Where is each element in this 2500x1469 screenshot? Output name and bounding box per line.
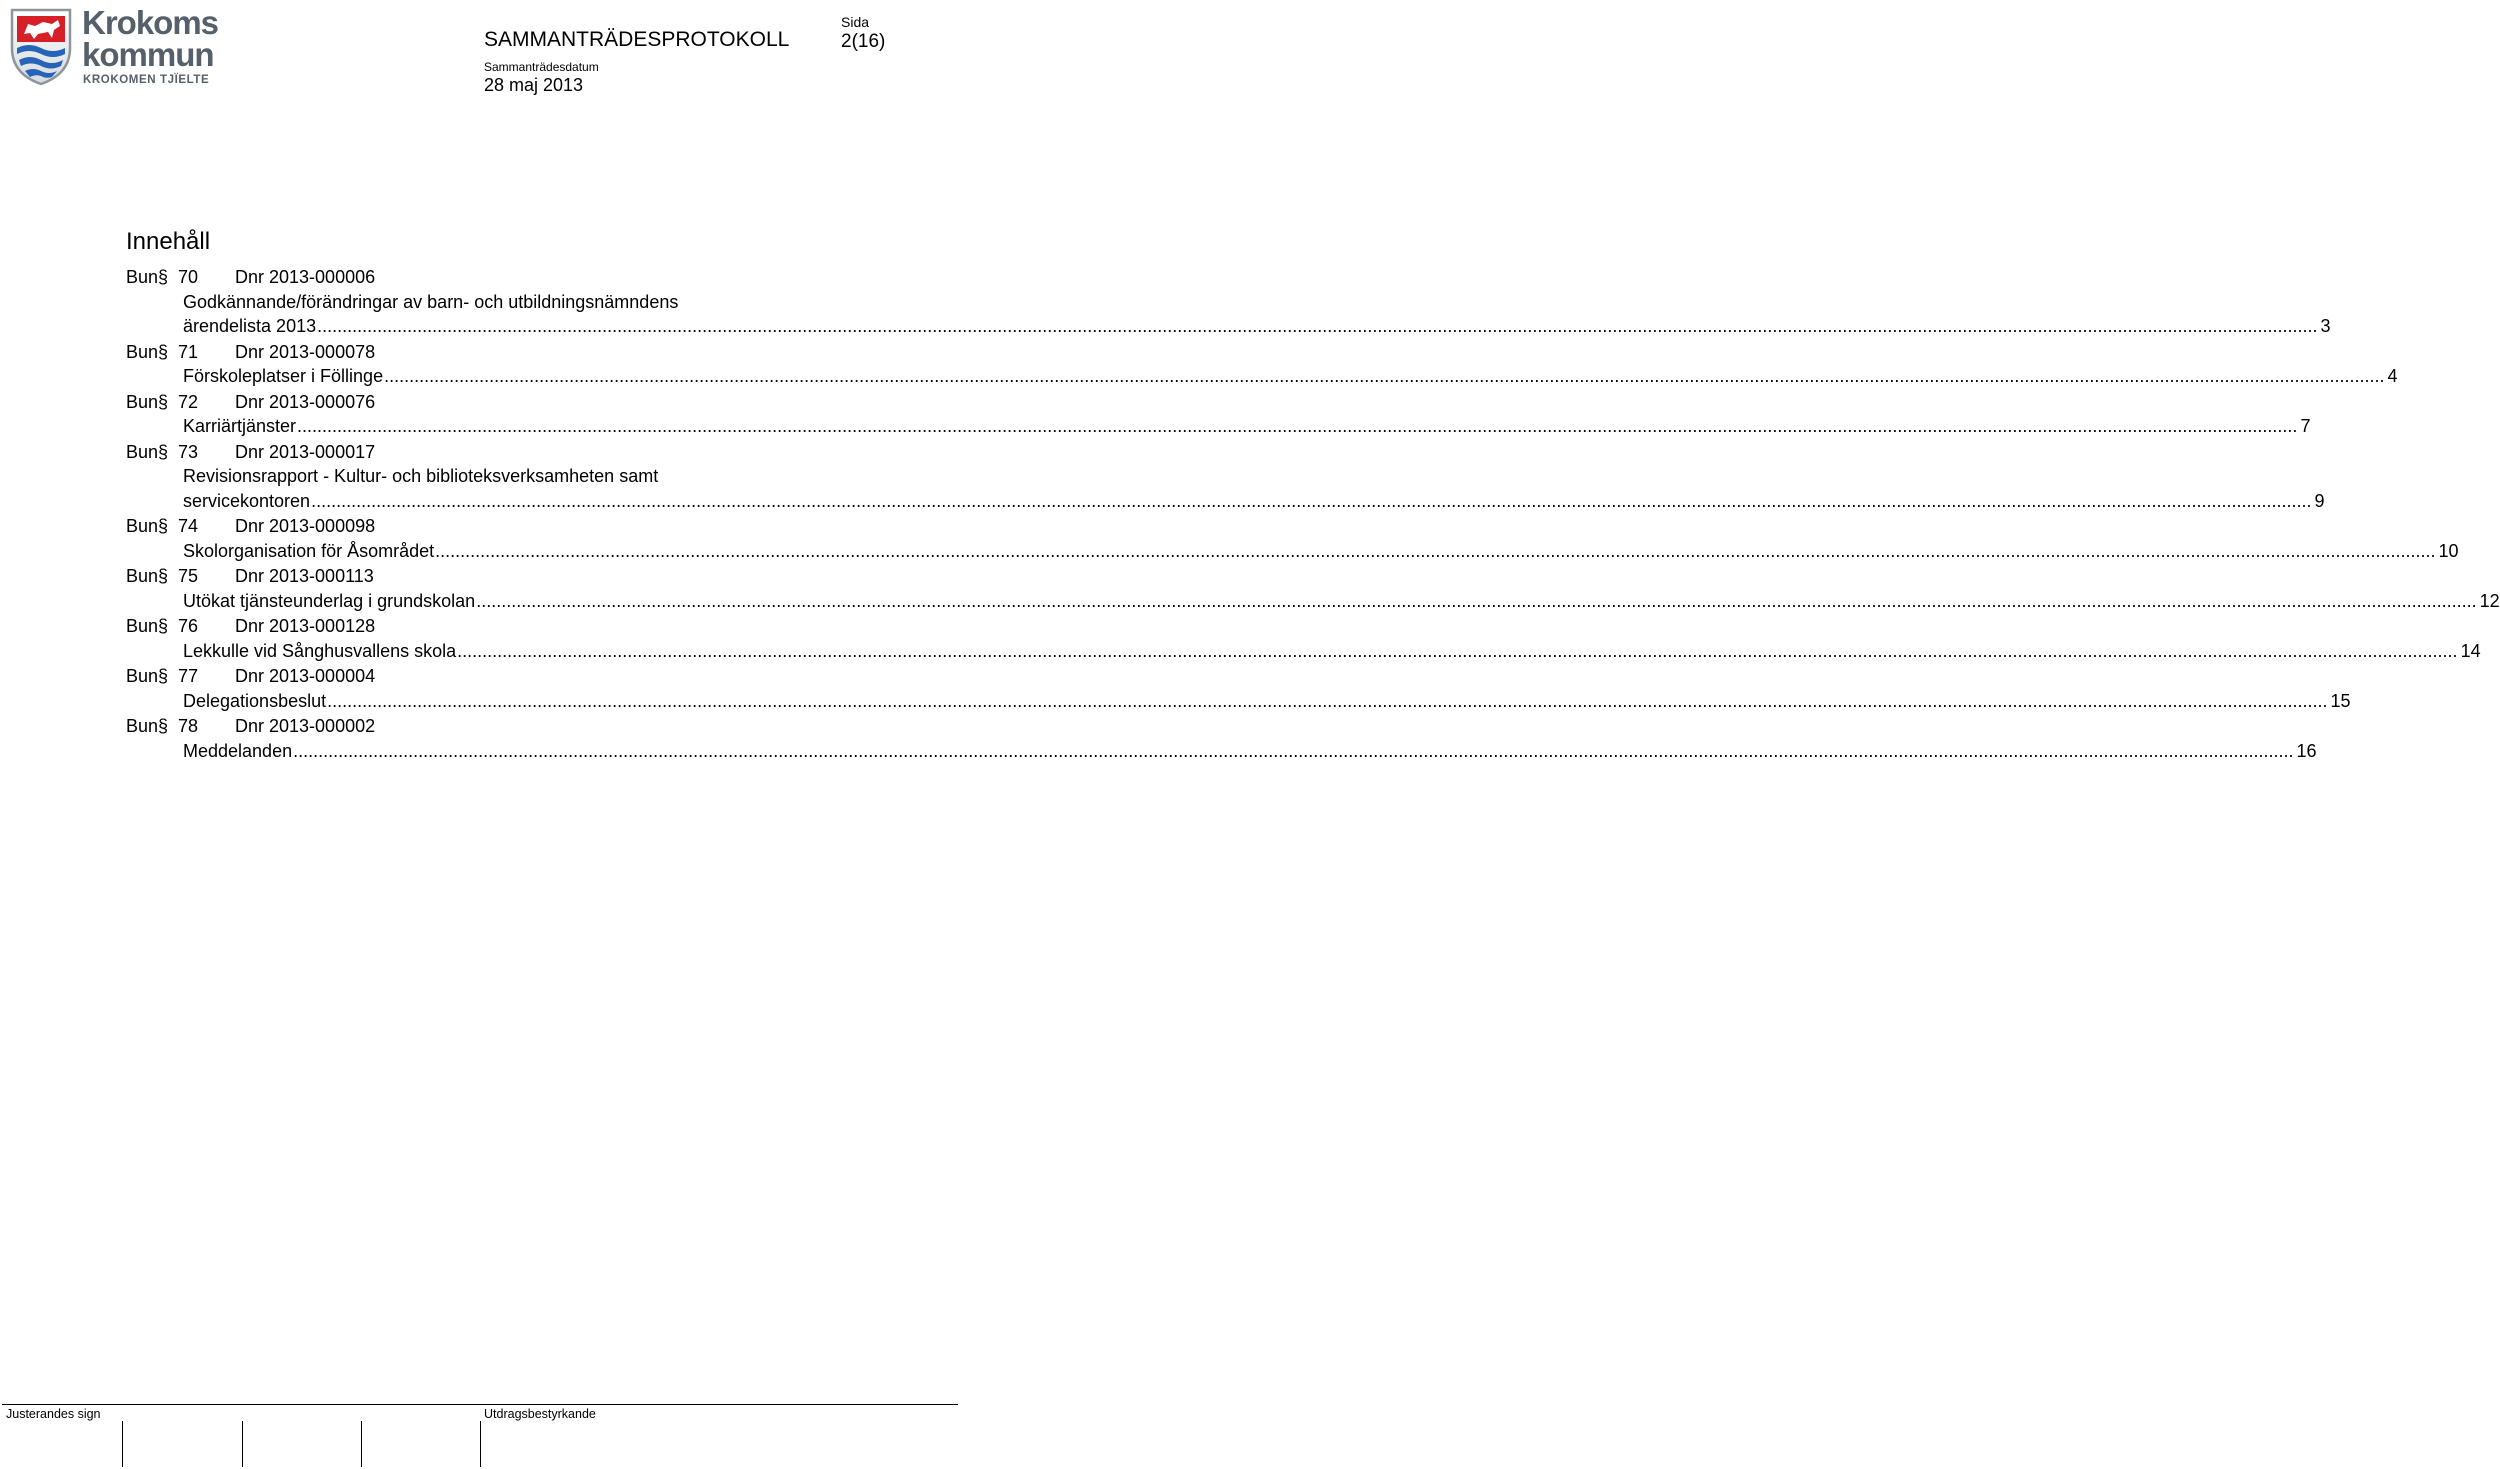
committee-code: Bun xyxy=(126,391,159,412)
signature-box-divider xyxy=(361,1421,362,1467)
committee-code: Bun xyxy=(126,566,159,586)
title-line: Skolorganisation för Åsområdet xyxy=(183,540,435,561)
committee-code: Bun xyxy=(126,341,159,362)
toc-entry-title xyxy=(126,539,2459,564)
toc-entry[interactable] xyxy=(126,614,2481,663)
toc-entry-title xyxy=(126,290,2331,339)
toc-entry-reference xyxy=(126,614,904,639)
signature-label: Justerandes sign xyxy=(6,1407,101,1421)
paragraph-symbol: § xyxy=(158,441,169,462)
case-number: Dnr 2013-000128 xyxy=(235,616,376,636)
toc-entry-title xyxy=(126,739,2317,764)
paragraph-symbol: § xyxy=(158,267,169,287)
toc-entry-reference xyxy=(126,440,904,465)
dot-leader: ................................................................................................................................................................................................................................................................................................................................................................................................................ xyxy=(384,366,2385,386)
toc-entry-title xyxy=(126,364,2398,389)
meeting-date-label: Sammanträdesdatum xyxy=(484,60,599,74)
paragraph-number: 73 xyxy=(178,441,199,462)
toc-page-number: 10 xyxy=(2438,540,2459,561)
committee-code: Bun xyxy=(126,516,159,536)
paragraph-number: 75 xyxy=(178,566,199,586)
dot-leader: ................................................................................................................................................................................................................................................................................................................................................................................................................ xyxy=(297,416,2298,436)
case-number: Dnr 2013-000002 xyxy=(235,716,376,736)
toc-entry-reference xyxy=(126,514,904,539)
toc-page-number: 12 xyxy=(2479,590,2500,611)
case-number: Dnr 2013-000017 xyxy=(235,441,376,462)
paragraph-symbol: § xyxy=(158,716,169,736)
logo-text-kommun: kommun xyxy=(82,36,214,73)
page-label: Sida xyxy=(841,14,870,30)
title-line: ärendelista 2013 xyxy=(183,316,317,336)
paragraph-number: 72 xyxy=(178,391,199,412)
toc-entry[interactable] xyxy=(126,564,2500,613)
toc-entry-title xyxy=(126,689,2351,714)
paragraph-symbol: § xyxy=(158,516,169,536)
paragraph-symbol: § xyxy=(158,566,169,586)
toc-heading: Innehåll xyxy=(126,228,211,255)
title-line: Förskoleplatser i Föllinge xyxy=(183,366,384,386)
dot-leader: ................................................................................................................................................................................................................................................................................................................................................................................................................ xyxy=(327,690,2328,711)
toc-entry[interactable] xyxy=(126,440,2325,514)
case-number: Dnr 2013-000006 xyxy=(235,267,376,287)
toc-page-number: 16 xyxy=(2296,740,2317,761)
toc-page-number: 3 xyxy=(2320,316,2331,336)
toc-entry[interactable] xyxy=(126,265,2331,339)
dot-leader: ................................................................................................................................................................................................................................................................................................................................................................................................................ xyxy=(476,590,2477,611)
paragraph-number: 71 xyxy=(178,341,199,362)
footer xyxy=(2,1404,958,1467)
signature-box-divider xyxy=(242,1421,243,1467)
title-line: Godkännande/förändringar av barn- och utbildningsnämndens xyxy=(183,291,679,312)
case-number: Dnr 2013-000004 xyxy=(235,666,376,686)
signature-box-divider xyxy=(480,1421,481,1467)
toc-page-number: 9 xyxy=(2314,490,2325,511)
committee-code: Bun xyxy=(126,267,159,287)
logo-text-krokoms: Krokoms xyxy=(82,4,219,41)
toc-entry[interactable] xyxy=(126,390,2311,439)
case-number: Dnr 2013-000113 xyxy=(235,566,374,586)
title-line: Utökat tjänsteunderlag i grundskolan xyxy=(183,590,476,611)
title-line: Karriärtjänster xyxy=(183,416,297,436)
dot-leader: ................................................................................................................................................................................................................................................................................................................................................................................................................ xyxy=(457,640,2458,661)
paragraph-number: 70 xyxy=(178,267,199,287)
coat-of-arms-icon xyxy=(8,8,74,86)
toc-entry-reference xyxy=(126,265,904,290)
title-line: servicekontoren xyxy=(183,490,311,511)
toc-page-number: 7 xyxy=(2300,416,2311,436)
paragraph-symbol: § xyxy=(158,341,169,362)
table-of-contents xyxy=(126,265,2500,764)
dot-leader: ................................................................................................................................................................................................................................................................................................................................................................................................................ xyxy=(317,316,2318,336)
toc-entry-title xyxy=(126,414,2311,439)
toc-entry[interactable] xyxy=(126,714,2317,763)
title-line: Meddelanden xyxy=(183,740,293,761)
toc-entry[interactable] xyxy=(126,340,2398,389)
case-number: Dnr 2013-000078 xyxy=(235,341,376,362)
committee-code: Bun xyxy=(126,616,159,636)
dot-leader: ................................................................................................................................................................................................................................................................................................................................................................................................................ xyxy=(293,740,2294,761)
paragraph-number: 77 xyxy=(178,666,199,686)
toc-page-number: 14 xyxy=(2460,640,2481,661)
signature-box-divider xyxy=(122,1421,123,1467)
paragraph-number: 74 xyxy=(178,516,199,536)
meeting-date: 28 maj 2013 xyxy=(484,75,584,95)
toc-entry-reference xyxy=(126,714,904,739)
toc-page-number: 15 xyxy=(2330,690,2351,711)
toc-entry-reference xyxy=(126,664,904,689)
municipality-logo xyxy=(8,4,219,86)
committee-code: Bun xyxy=(126,666,159,686)
committee-code: Bun xyxy=(126,441,159,462)
toc-entry-title xyxy=(126,639,2481,664)
certification-label: Utdragsbestyrkande xyxy=(484,1407,596,1421)
toc-entry[interactable] xyxy=(126,664,2351,713)
toc-entry-title xyxy=(126,464,2325,513)
paragraph-symbol: § xyxy=(158,666,169,686)
case-number: Dnr 2013-000076 xyxy=(235,391,376,412)
toc-entry-reference xyxy=(126,390,904,415)
toc-entry-reference xyxy=(126,340,904,365)
toc-page-number: 4 xyxy=(2387,366,2398,386)
paragraph-number: 76 xyxy=(178,616,199,636)
logo-text-subtitle: KROKOMEN TJÏELTE xyxy=(83,74,210,86)
title-line: Revisionsrapport - Kultur- och biblioteksverksamheten samt xyxy=(183,466,659,486)
dot-leader: ................................................................................................................................................................................................................................................................................................................................................................................................................ xyxy=(311,490,2312,511)
title-line: Delegationsbeslut xyxy=(183,690,327,711)
toc-entry-title xyxy=(126,589,2500,614)
document-type: SAMMANTRÄDESPROTOKOLL xyxy=(484,28,790,51)
dot-leader: ................................................................................................................................................................................................................................................................................................................................................................................................................ xyxy=(435,540,2436,561)
committee-code: Bun xyxy=(126,716,159,736)
toc-entry[interactable] xyxy=(126,514,2459,563)
paragraph-symbol: § xyxy=(158,391,169,412)
paragraph-number: 78 xyxy=(178,716,199,736)
title-line: Lekkulle vid Sånghusvallens skola xyxy=(183,640,457,661)
toc-entry-reference xyxy=(126,564,904,589)
case-number: Dnr 2013-000098 xyxy=(235,516,376,536)
page-number: 2(16) xyxy=(841,31,886,52)
paragraph-symbol: § xyxy=(158,616,169,636)
